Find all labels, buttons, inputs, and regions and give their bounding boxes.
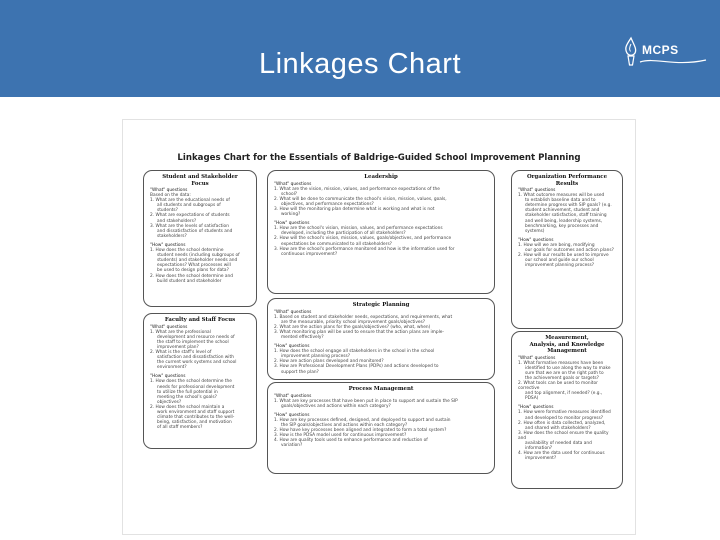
box-title: [144, 174, 256, 187]
how-item: our school and guide our school: [525, 258, 594, 264]
what-item: all students and subgroups of: [157, 203, 221, 209]
what-item: 3. How will the monitoring plan determine what is working and what is not: [274, 206, 435, 212]
how-item: and shared with stakeholders?: [525, 425, 591, 431]
what-item: the staff to implement the school: [157, 339, 229, 345]
how-item: being, satisfaction, and motivation: [157, 420, 232, 426]
how-item: be used to design plans for data?: [157, 268, 229, 274]
what-item: school?: [281, 191, 298, 197]
box-title: Strategic Planning: [352, 302, 410, 308]
how-item: our goals for outcomes and action plans?: [525, 248, 614, 254]
what-item: 2. What is the staff's level of: [150, 349, 212, 355]
what-item: systems): [525, 228, 545, 234]
how-item: 1. How does the school determine: [150, 248, 224, 254]
what-item: and well being, leadership systems,: [525, 218, 603, 224]
what-item: are the measurable, priority school improvement goals/objectives?: [281, 319, 426, 325]
how-heading: "How" questions: [150, 374, 186, 380]
what-item: the achievement goals or targets?: [525, 375, 599, 381]
how-item: developed, including the participation of all stakeholders?: [281, 231, 406, 237]
what-item: stakeholder satisfaction, staff training: [525, 213, 607, 219]
title-line: Analysis, and Knowledge: [529, 341, 605, 348]
what-item: determine progress with SIP goals? (e.g.: [525, 203, 612, 209]
what-item: to establish baseline data and to: [525, 198, 596, 204]
box-body: [512, 187, 622, 268]
how-item: 4. How are quality tools used to enhance performance and reduction of: [274, 438, 428, 444]
what-item: stakeholders?: [157, 233, 187, 239]
box-body: [144, 324, 256, 431]
how-item: build student and stakeholder: [157, 278, 222, 284]
mcps-logo: [618, 34, 710, 74]
what-item: goals/objectives and actions within each category?: [281, 403, 391, 409]
title-line: Measurement,: [545, 335, 589, 341]
how-item: 1. How are the school's vision, mission, values, and performance expectations: [274, 226, 443, 232]
box-body: [268, 181, 494, 257]
how-item: 1. How does the school determine the: [150, 379, 232, 385]
how-item: continuous improvement?: [281, 251, 338, 257]
what-item: working?: [281, 212, 301, 218]
what-item: 1. Based on student and stakeholder needs, expectations, and requirements, what: [274, 314, 453, 320]
what-item: 1. What are key processes that have been put in place to support and sustain the SIP: [274, 398, 458, 404]
what-item: 3. What are the levels of satisfaction: [150, 223, 229, 229]
how-item: 2. How have key processes been aligned and integrated to form a total system?: [274, 428, 447, 434]
how-item: improvement planning process?: [281, 354, 351, 360]
how-item: student needs (including subgroups of: [157, 253, 240, 259]
title-line: Focus: [191, 180, 209, 187]
what-item: 2. What will be done to communicate the school's vision, mission, values, goals,: [274, 196, 447, 202]
what-heading: "What" questions: [274, 181, 312, 187]
what-item: the current work systems and school: [157, 360, 237, 366]
how-item: of all staff members?: [157, 425, 203, 431]
what-item: satisfaction and dissatisfaction with: [157, 355, 234, 361]
what-item: development and resource needs of: [157, 334, 235, 340]
what-item: improvement plan?: [157, 344, 199, 350]
how-item: expectations be communicated to all stakeholders?: [281, 241, 392, 247]
what-heading: "What" questions: [518, 188, 556, 193]
box-body: [512, 355, 622, 462]
how-item: availability of needed data and: [525, 441, 592, 446]
how-item: 3. How are Professional Development Plans (PDPs) and actions developed to: [274, 364, 439, 370]
how-item: 1. How are key processes defined, designed, and deployed to support and sustain: [274, 417, 451, 423]
how-item: 2. How will our results be used to improve: [518, 253, 609, 259]
how-item: 1. How were formative measures identified: [518, 410, 611, 416]
what-item: and dissatisfaction of students and: [157, 228, 233, 234]
what-heading: "What" questions: [274, 393, 312, 399]
box-title: Process Management: [348, 386, 414, 392]
how-item: the SIP goals/objectives and actions within each category?: [281, 422, 408, 428]
what-item: sure that we are on the right path to: [525, 370, 604, 376]
what-item: and stakeholders?: [157, 218, 197, 224]
what-item: 2. What tools can be used to monitor corrective: [518, 380, 598, 392]
what-item: 1. What are the professional: [150, 329, 211, 335]
leadership-box: [267, 170, 495, 294]
title-line: Student and Stakeholder: [162, 174, 238, 180]
how-item: 2. How does the school maintain a: [150, 404, 225, 410]
how-item: 2. How does the school determine and: [150, 273, 233, 279]
how-item: 1. How will we are being, modifying: [518, 242, 595, 248]
what-heading: "What" questions: [518, 355, 556, 361]
what-item: PDSA): [525, 396, 539, 402]
how-item: 3. How are the school's performance monitored and how is the information used for: [274, 246, 455, 252]
what-item: mented effectively?: [281, 334, 324, 340]
what-item: 1. What outcome measures will be used: [518, 193, 605, 199]
what-item: and top alignment, if needed? (e.g.,: [525, 391, 603, 397]
what-item: objectives, and performance expectations?: [281, 201, 374, 207]
what-item: 1. What are the educational needs of: [150, 198, 230, 204]
how-item: 4. How are the data used for continuous: [518, 451, 605, 457]
title-line: Results: [555, 180, 579, 187]
what-item: student achievement, student and: [525, 208, 600, 214]
how-item: and developed to monitor progress?: [525, 415, 603, 421]
what-item: benchmarking, key processes and: [525, 223, 599, 229]
how-item: to utilize the full potential in: [157, 389, 218, 395]
how-item: information?: [525, 446, 553, 452]
linkages-chart-document: [122, 119, 636, 535]
how-item: climate that contributes to the well-: [157, 415, 235, 421]
box-body: [144, 187, 256, 284]
what-heading: "What" questions: [274, 309, 312, 315]
what-item: 1. What formative measures have been: [518, 360, 604, 366]
box-title: Faculty and Staff Focus: [164, 317, 236, 323]
lead-text: Based on the data:: [150, 193, 191, 199]
slide-header: [0, 0, 720, 97]
document-title: Linkages Chart for the Essentials of Baldrige-Guided School Improvement Planning: [177, 153, 581, 163]
how-heading: "How" questions: [518, 405, 554, 411]
how-item: improvement planning process?: [525, 263, 595, 269]
how-heading: "How" questions: [274, 344, 310, 350]
faculty-staff-focus-box: [143, 313, 257, 449]
slide-title: Linkages Chart: [258, 48, 462, 80]
what-heading: "What" questions: [150, 324, 188, 330]
what-item: 3. What monitoring plan will be used to ensure that the action plans are imple-: [274, 329, 444, 335]
what-item: students?: [157, 208, 178, 214]
how-heading: "How" questions: [518, 237, 554, 243]
how-item: work environment and staff support: [157, 410, 235, 415]
box-title: Leadership: [364, 174, 398, 180]
how-item: 1. How does the school engage all stakeholders in the school in the school: [274, 349, 435, 355]
title-line: Management: [547, 348, 587, 354]
what-item: 2. What are expectations of students: [150, 213, 230, 219]
how-item: 3. How is the PDSA model used for continuous improvement?: [274, 433, 407, 439]
how-item: 3. How does the school ensure the quality and: [518, 430, 609, 441]
how-item: variation?: [281, 443, 303, 449]
how-item: needs for professional development: [157, 384, 235, 390]
logo-text: MCPS: [642, 43, 679, 57]
how-heading: "How" questions: [274, 412, 310, 418]
box-title: [512, 174, 622, 187]
what-item: 1. What are the vision, mission, values, and performance expectations of the: [274, 186, 440, 192]
how-item: 2. How often is data collected, analyzed,: [518, 420, 606, 426]
title-line: Organization Performance: [526, 174, 607, 180]
how-item: objectives?: [157, 399, 182, 405]
measurement-analysis-knowledge-box: [511, 331, 623, 489]
how-item: support the plan?: [281, 369, 319, 375]
how-item: 2. How will the school's vision, mission, values, goals/objectives, and performance: [274, 236, 452, 242]
what-item: 2. What are the action plans for the goals/objectives? (who, what, when): [274, 324, 431, 330]
logo-swoosh: [638, 56, 708, 68]
how-item: expectations? What processes will: [157, 263, 231, 269]
process-management-box: [267, 382, 495, 474]
how-item: students) and stakeholder needs and: [157, 258, 238, 264]
what-heading: "What" questions: [150, 188, 188, 193]
how-heading: "How" questions: [274, 221, 310, 227]
box-title: [512, 335, 622, 355]
organization-performance-results-box: [511, 170, 623, 329]
how-item: 2. How are action plans developed and monitored?: [274, 359, 384, 365]
how-item: meeting the school's goals?: [157, 394, 217, 400]
what-item: identified to use along the way to make: [525, 365, 611, 371]
how-heading: "How" questions: [150, 242, 186, 248]
strategic-planning-box: [267, 298, 495, 380]
how-item: improvement?: [525, 456, 557, 462]
student-stakeholder-focus-box: [143, 170, 257, 307]
what-item: environment?: [157, 365, 187, 371]
box-body: [268, 309, 494, 375]
box-body: [268, 393, 494, 449]
